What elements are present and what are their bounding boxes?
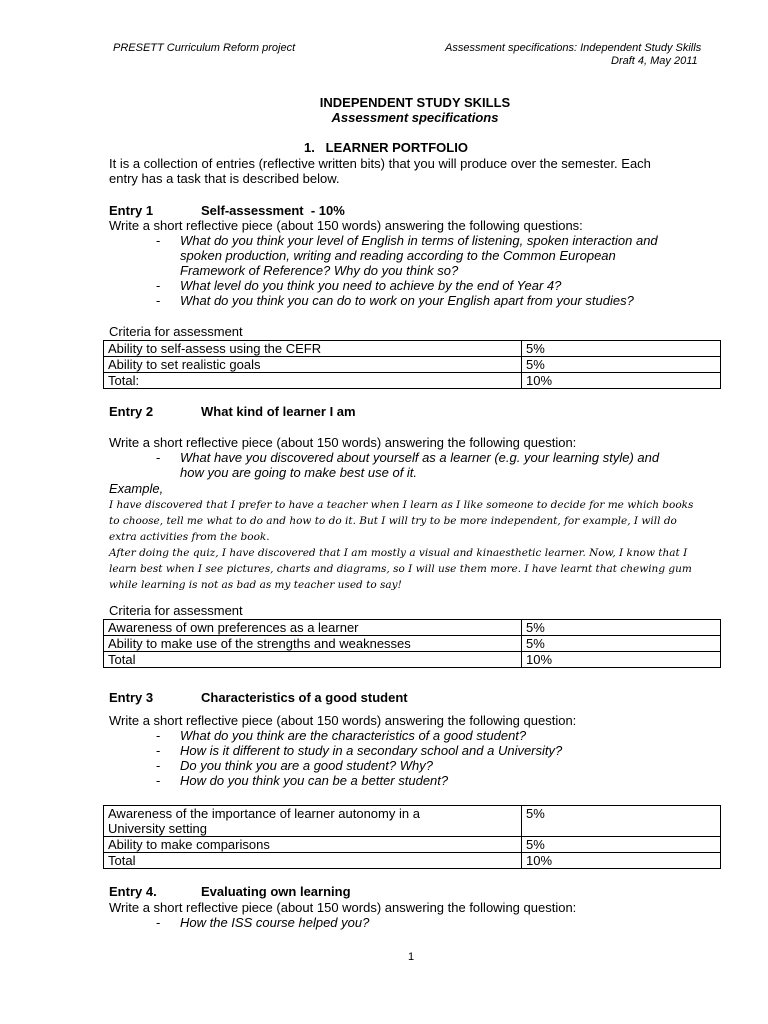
document-subtitle: Assessment specifications [331, 110, 499, 125]
bullet-dash: - [156, 728, 161, 743]
weight-cell: 10% [522, 853, 721, 869]
bullet-dash: - [156, 915, 161, 930]
header-left: PRESETT Curriculum Reform project [113, 42, 296, 54]
bullet-dash: - [156, 233, 161, 248]
document-title: INDEPENDENT STUDY SKILLS [319, 95, 511, 110]
table-row [104, 652, 721, 668]
table-row [104, 373, 721, 389]
entry1-prompt: Write a short reflective piece (about 150 words) answering the following questions: [109, 218, 583, 233]
entry2-q1-line2: how you are going to make best use of it. [180, 465, 418, 480]
criterion-line: Awareness of the importance of learner autonomy in a [108, 806, 420, 821]
entry2-q1-line1: What have you discovered about yourself as a learner (e.g. your learning style) and [180, 450, 660, 465]
entry2-criteria-table [103, 619, 721, 668]
entry2-criteria-label: Criteria for assessment [109, 603, 243, 618]
example-line: while learning is not as bad as my teacher used to say! [109, 579, 402, 591]
entry4-q1: How the ISS course helped you? [180, 915, 370, 930]
entry2-prompt: Write a short reflective piece (about 150 words) answering the following question: [109, 435, 577, 450]
weight-cell: 5% [522, 636, 721, 652]
header-right-line2: Draft 4, May 2011 [611, 55, 698, 67]
example-line: I have discovered that I prefer to have a teacher when I learn as I like someone to decide for me which books [109, 499, 694, 511]
criterion-cell: Total: [104, 373, 522, 389]
criterion-line: University setting [108, 821, 207, 836]
criterion-cell: Ability to make comparisons [104, 837, 522, 853]
entry4-title: Evaluating own learning [201, 884, 351, 899]
entry3-q1: What do you think are the characteristics of a good student? [180, 728, 527, 743]
criterion-cell: Total [104, 853, 522, 869]
table-row [104, 837, 721, 853]
entry3-q3: Do you think you are a good student? Why? [180, 758, 433, 773]
bullet-dash: - [156, 450, 161, 465]
bullet-dash: - [156, 278, 161, 293]
entry1-number: Entry 1 [109, 203, 154, 218]
entry3-prompt: Write a short reflective piece (about 150 words) answering the following question: [109, 713, 577, 728]
example-line: extra activities from the book. [109, 531, 270, 543]
bullet-dash: - [156, 758, 161, 773]
entry2-title: What kind of learner I am [201, 404, 356, 419]
weight-cell: 10% [522, 652, 721, 668]
entry3-number: Entry 3 [109, 690, 154, 705]
entry2-number: Entry 2 [109, 404, 154, 419]
section-intro-line1: It is a collection of entries (reflective written bits) that you will produce over the semester. Each [109, 156, 651, 171]
table-row [104, 620, 721, 636]
header-right-line1: Assessment specifications: Independent Study Skills [445, 42, 702, 54]
entry3-q2: How is it different to study in a secondary school and a University? [180, 743, 563, 758]
table-row [104, 853, 721, 869]
criterion-cell: Ability to make use of the strengths and weaknesses [104, 636, 522, 652]
entry3-criteria-table [103, 805, 721, 869]
table-row [104, 357, 721, 373]
entry1-q1-line1: What do you think your level of English in terms of listening, spoken interaction and [180, 233, 658, 248]
criterion-cell: Ability to set realistic goals [104, 357, 522, 373]
example-text [109, 497, 729, 593]
entry1-title: Self-assessment - 10% [201, 203, 345, 218]
entry3-q4: How do you think you can be a better student? [180, 773, 449, 788]
table-row [104, 341, 721, 357]
table-row [104, 806, 721, 837]
table-row [104, 636, 721, 652]
entry1-q2: What level do you think you need to achieve by the end of Year 4? [180, 278, 562, 293]
entry1-criteria-label: Criteria for assessment [109, 324, 243, 339]
weight-cell: 5% [522, 357, 721, 373]
bullet-dash: - [156, 743, 161, 758]
entry3-title: Characteristics of a good student [201, 690, 408, 705]
criterion-cell: Total [104, 652, 522, 668]
entry1-criteria-table [103, 340, 721, 389]
entry4-number: Entry 4. [109, 884, 157, 899]
entry1-q1-line2: spoken production, writing and reading according to the Common European [180, 248, 616, 263]
criterion-cell: Ability to self-assess using the CEFR [104, 341, 522, 357]
criterion-cell: Awareness of own preferences as a learner [104, 620, 522, 636]
entry4-prompt: Write a short reflective piece (about 150 words) answering the following question: [109, 900, 577, 915]
section-heading: 1. LEARNER PORTFOLIO [304, 140, 468, 155]
criterion-cell [104, 806, 522, 837]
weight-cell: 5% [522, 620, 721, 636]
entry1-q3: What do you think you can do to work on your English apart from your studies? [180, 293, 634, 308]
page-number: 1 [408, 951, 415, 963]
example-line: After doing the quiz, I have discovered that I am mostly a visual and kinaesthetic learner. Now, I know that I [109, 547, 688, 559]
weight-cell: 10% [522, 373, 721, 389]
bullet-dash: - [156, 293, 161, 308]
weight-cell: 5% [522, 341, 721, 357]
entry1-q1-line3: Framework of Reference? Why do you think so? [180, 263, 459, 278]
example-line: learn best when I see pictures, charts and diagrams, so I will use them more. I have learnt that chewing gum [109, 563, 692, 575]
example-line: to choose, tell me what to do and how to do it. But I will try to be more independent, for example, I will do [109, 515, 677, 527]
weight-cell: 5% [522, 806, 721, 837]
entry2-example-label: Example, [109, 481, 164, 496]
bullet-dash: - [156, 773, 161, 788]
section-intro-line2: entry has a task that is described below. [109, 171, 340, 186]
weight-cell: 5% [522, 837, 721, 853]
